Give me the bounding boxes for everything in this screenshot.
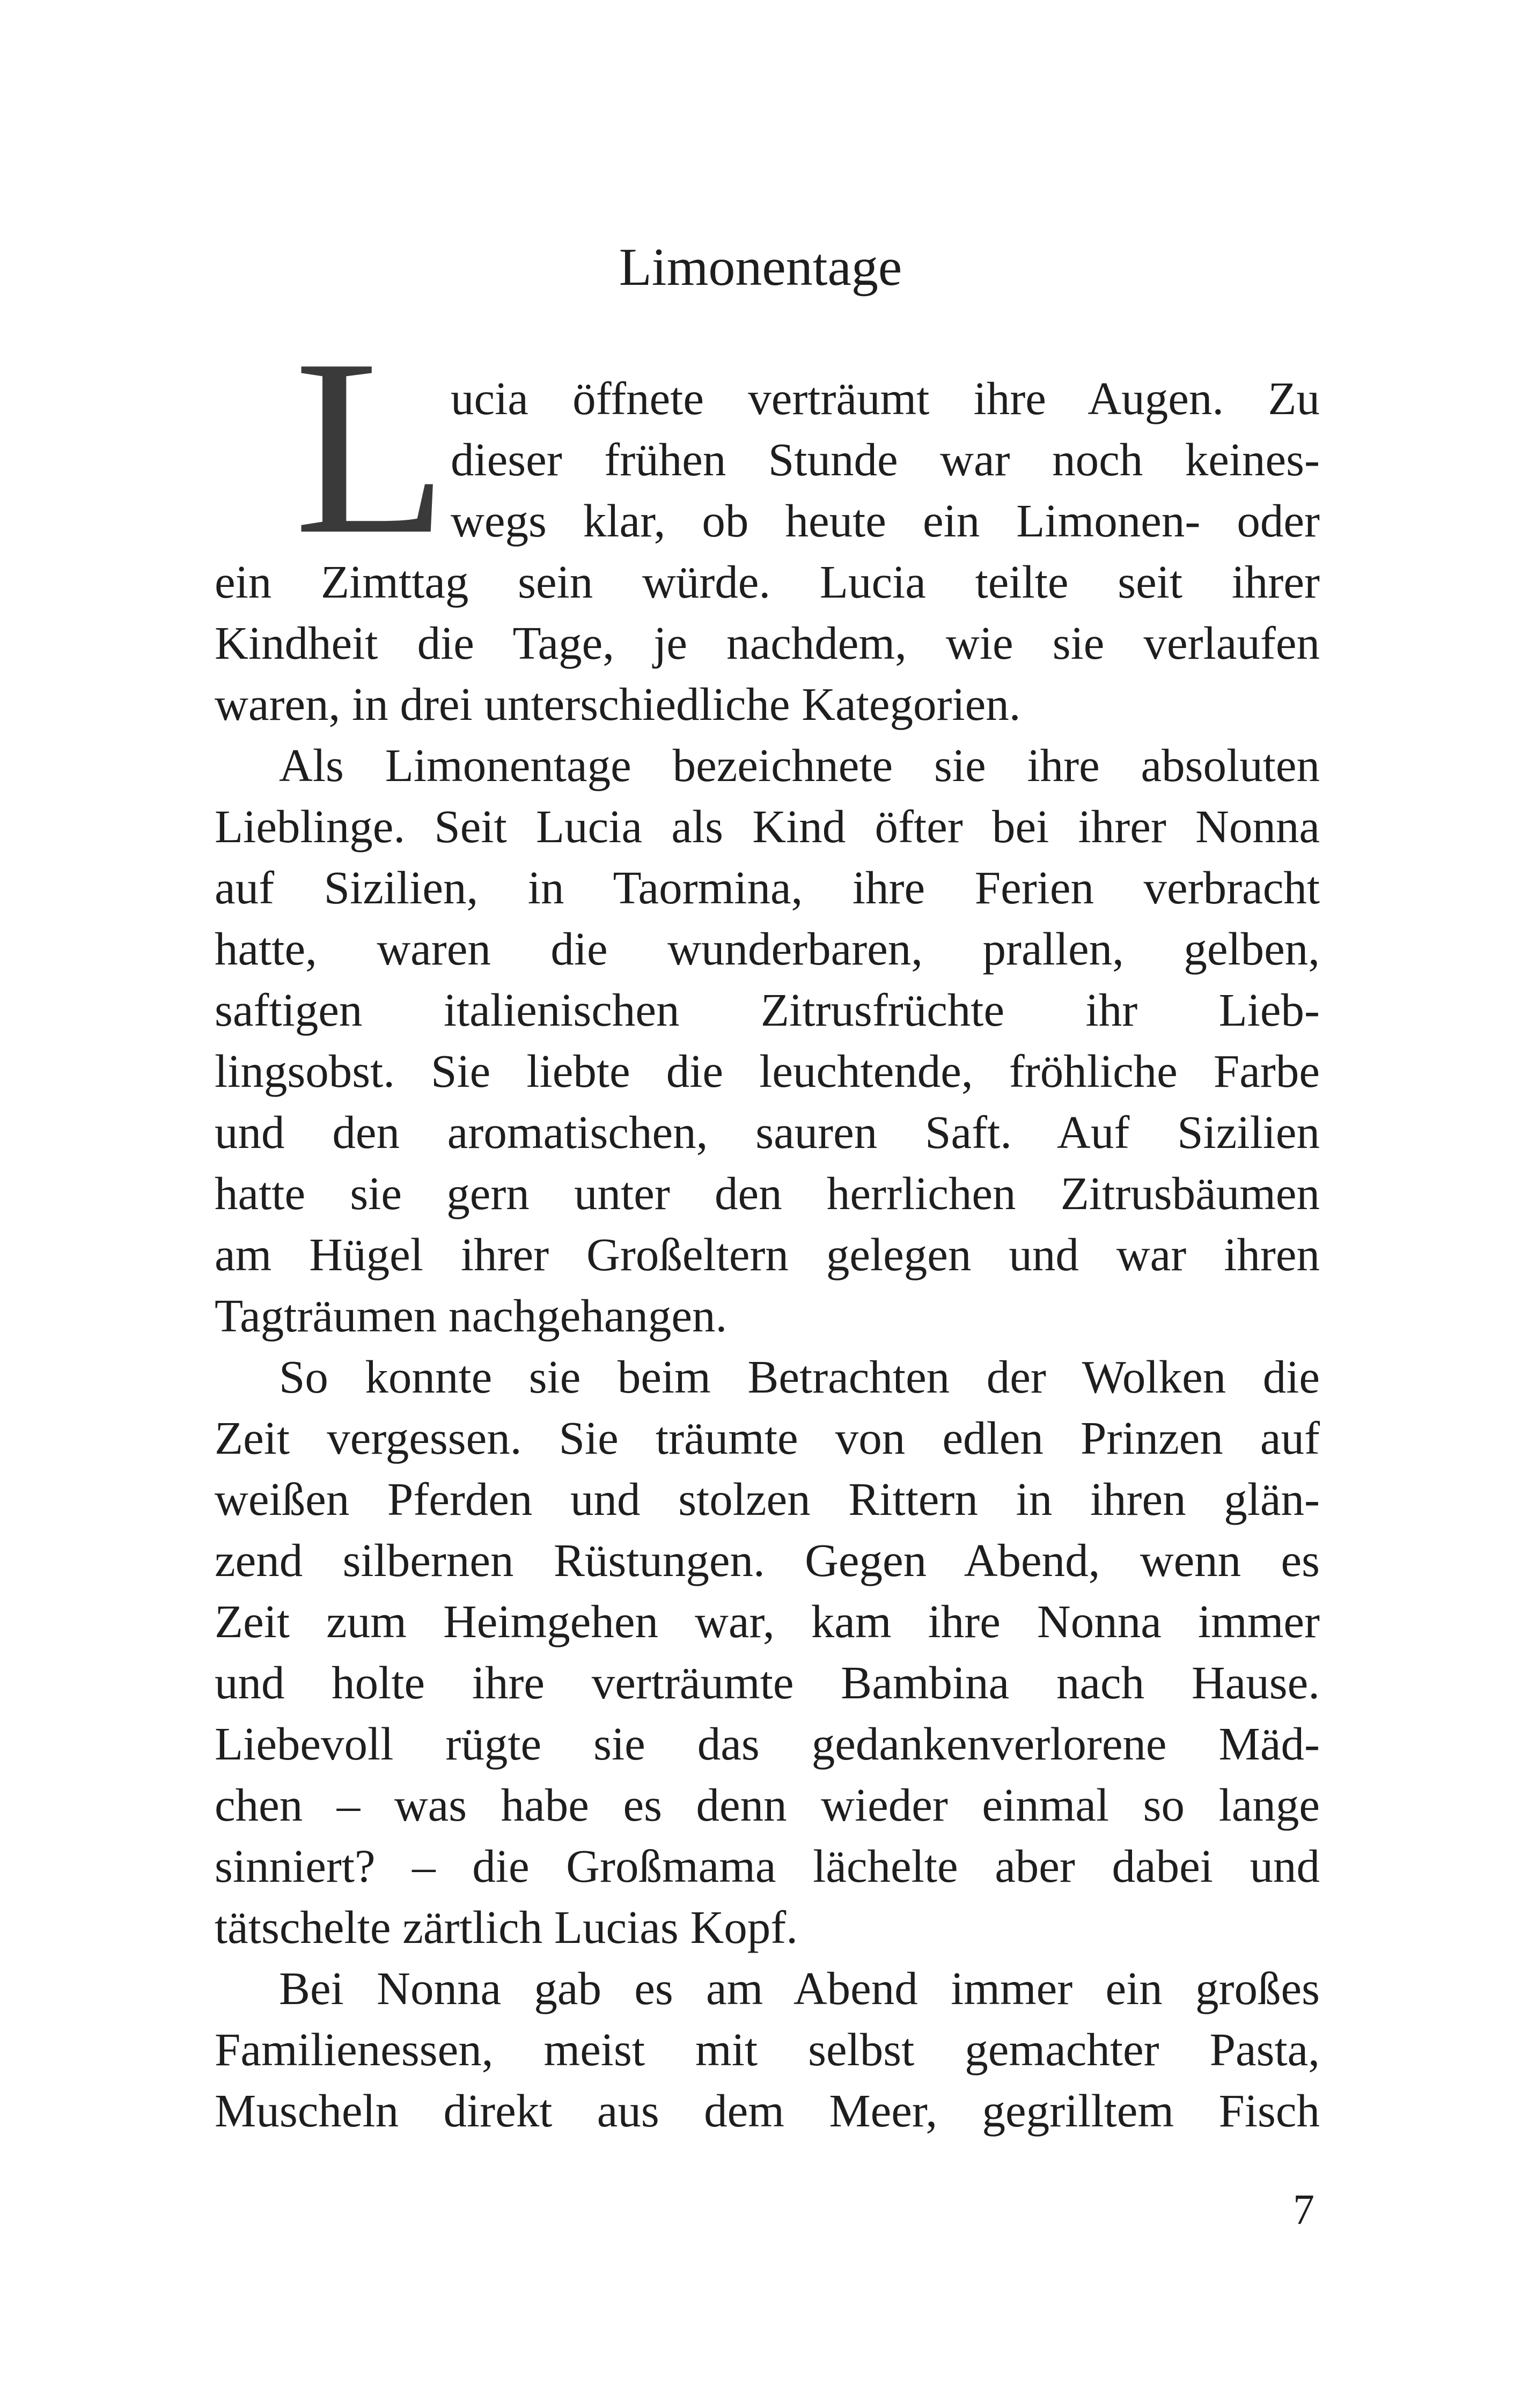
text-line: waren, in drei unterschiedliche Kategorien.: [215, 678, 1021, 730]
text-line: auf Sizilien, in Taormina, ihre Ferien verbracht: [215, 861, 1320, 914]
text-line: chen – was habe es denn wieder einmal so lange: [215, 1779, 1320, 1831]
text-line: wegs klar, ob heute ein Limonen- oder: [451, 495, 1320, 547]
text-line: zend silbernen Rüstungen. Gegen Abend, wenn es: [215, 1534, 1320, 1586]
text-line: dieser frühen Stunde war noch keines-: [451, 433, 1320, 485]
text-line: Familienessen, meist mit selbst gemachter Pasta,: [215, 2023, 1320, 2075]
text-line: und holte ihre verträumte Bambina nach Hause.: [215, 1656, 1320, 1709]
chapter-title: Limonentage: [619, 237, 902, 297]
text-line: sinniert? – die Großmama lächelte aber dabei und: [215, 1840, 1320, 1892]
text-line: Zeit vergessen. Sie träumte von edlen Prinzen auf: [215, 1412, 1320, 1464]
text-line: Lieblinge. Seit Lucia als Kind öfter bei ihrer Nonna: [215, 800, 1320, 852]
text-line: saftigen italienischen Zitrusfrüchte ihr Lieb-: [215, 984, 1320, 1036]
drop-cap-letter: L: [294, 307, 449, 586]
text-line: Zeit zum Heimgehen war, kam ihre Nonna immer: [215, 1595, 1320, 1647]
text-line: ein Zimttag sein würde. Lucia teilte seit ihrer: [215, 556, 1320, 608]
text-line: weißen Pferden und stolzen Rittern in ihren glän-: [215, 1473, 1320, 1525]
text-line: hatte sie gern unter den herrlichen Zitrusbäumen: [215, 1167, 1320, 1219]
text-line: hatte, waren die wunderbaren, prallen, gelben,: [215, 923, 1320, 975]
text-line: Tagträumen nachgehangen.: [215, 1290, 728, 1342]
text-line: Als Limonentage bezeichnete sie ihre absoluten: [279, 739, 1320, 791]
text-line: am Hügel ihrer Großeltern gelegen und war ihren: [215, 1228, 1320, 1280]
page-number: 7: [1293, 2186, 1314, 2234]
text-line: tätschelte zärtlich Lucias Kopf.: [215, 1901, 798, 1953]
text-line: Bei Nonna gab es am Abend immer ein großes: [279, 1962, 1320, 2014]
text-line: Kindheit die Tage, je nachdem, wie sie verlaufen: [215, 617, 1320, 669]
text-line: lingsobst. Sie liebte die leuchtende, fröhliche Farbe: [215, 1045, 1320, 1097]
text-line: So konnte sie beim Betrachten der Wolken die: [279, 1351, 1320, 1403]
text-line: Muscheln direkt aus dem Meer, gegrilltem Fisch: [215, 2085, 1320, 2137]
text-line: ucia öffnete verträumt ihre Augen. Zu: [451, 372, 1320, 424]
text-line: Liebevoll rügte sie das gedankenverlorene Mäd-: [215, 1718, 1320, 1770]
text-line: und den aromatischen, sauren Saft. Auf Sizilien: [215, 1106, 1320, 1158]
